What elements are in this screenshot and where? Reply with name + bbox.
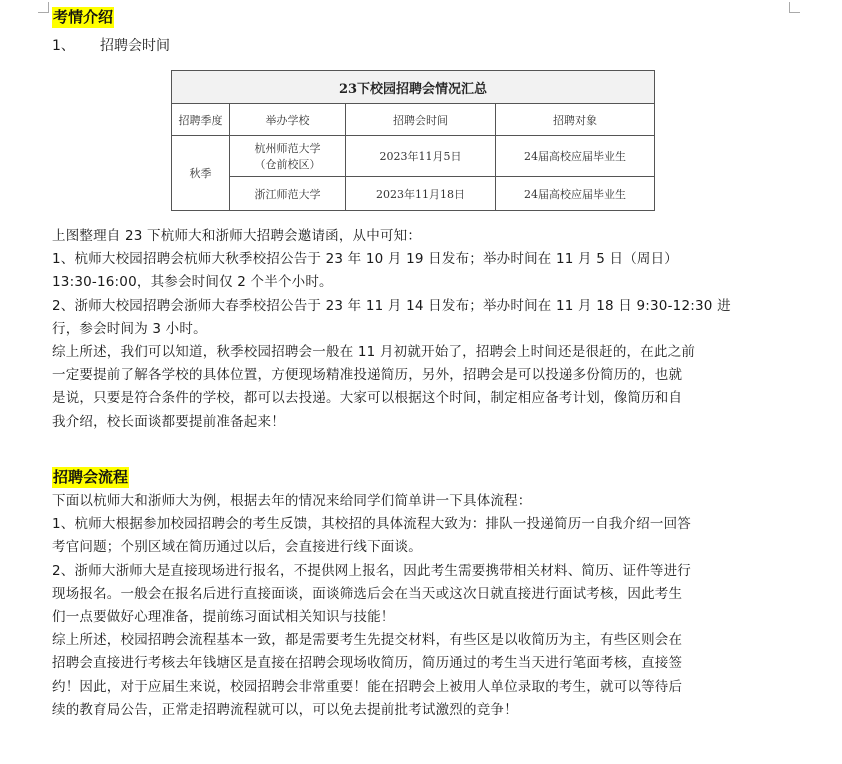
item-title-job-fair-time bbox=[52, 36, 170, 56]
table-header-season: 招聘季度 bbox=[172, 104, 230, 136]
school-campus: （仓前校区） bbox=[254, 158, 321, 171]
item-title-text: 招聘会时间 bbox=[100, 38, 170, 54]
item-number: 1、 bbox=[52, 38, 75, 54]
section2-body bbox=[52, 490, 792, 722]
table-header-target: 招聘对象 bbox=[496, 104, 655, 136]
paragraph-line: 行，参会时间为 3 小时。 bbox=[52, 320, 207, 337]
paragraph-line: 综上所述，校园招聘会流程基本一致，都是需要考生先提交材料，有些区是以收简历为主，有些区则会在 bbox=[52, 632, 683, 649]
table-cell-time: 2023年11月18日 bbox=[346, 177, 496, 211]
table-cell-season: 秋季 bbox=[172, 136, 230, 211]
paragraph-line: 1、杭师大根据参加校园招聘会的考生反馈，其校招的具体流程大致为：排队一投递简历一自我介绍一回答 bbox=[52, 516, 691, 533]
paragraph-line: 招聘会直接进行考核去年钱塘区是直接在招聘会现场收简历，简历通过的考生当天进行笔面考核，直接签 bbox=[52, 655, 683, 672]
paragraph-line: 上图整理自 23 下杭师大和浙师大招聘会邀请函，从中可知： bbox=[52, 228, 422, 244]
table-cell-time: 2023年11月5日 bbox=[346, 136, 496, 177]
paragraph-line: 下面以杭师大和浙师大为例，根据去年的情况来给同学们简单讲一下具体流程： bbox=[52, 493, 532, 509]
paragraph-line: 1、杭师大校园招聘会杭师大秋季校招公告于 23 年 10 月 19 日发布；举办时间在 11 月 5 日（周日） bbox=[52, 251, 679, 268]
paragraph-line: 2、浙师大浙师大是直接现场进行报名，不提供网上报名，因此考生需要携带相关材料、简历、证件等进行 bbox=[52, 562, 691, 579]
paragraph-line: 们一点要做好心理准备，提前练习面试相关知识与技能！ bbox=[52, 609, 395, 626]
section-heading-job-fair-process: 招聘会流程 bbox=[53, 468, 129, 486]
table-cell-school: 浙江师范大学 bbox=[230, 177, 346, 211]
paragraph-line: 我介绍，校长面谈都要提前准备起来！ bbox=[52, 413, 285, 430]
table-header-time: 招聘会时间 bbox=[346, 104, 496, 136]
paragraph-line: 一定要提前了解各学校的具体位置，方便现场精准投递简历，另外，招聘会是可以投递多份简历的，也就 bbox=[52, 367, 683, 384]
paragraph-line: 是说，只要是符合条件的学校，都可以去投递。大家可以根据这个时间，制定相应备考计划，像简历和自 bbox=[52, 390, 683, 407]
job-fair-summary-table-wrap bbox=[171, 70, 654, 211]
table-cell-school bbox=[230, 136, 346, 177]
paragraph-line: 续的教育局公告，正常走招聘流程就可以，可以免去提前批考试激烈的竞争！ bbox=[52, 701, 518, 718]
paragraph-line: 2、浙师大校园招聘会浙师大春季校招公告于 23 年 11 月 14 日发布；举办时间在 11 月 18 日 9:30-12:30 进 bbox=[52, 297, 731, 314]
table-caption: 23下校园招聘会情况汇总 bbox=[172, 71, 655, 104]
paragraph-line: 考官问题；个别区域在简历通过以后，会直接进行线下面谈。 bbox=[52, 539, 422, 556]
paragraph-line: 现场报名。一般会在报名后进行直接面谈，面谈筛选后会在当天或这次日就直接进行面试考核，因此考生 bbox=[52, 585, 683, 602]
paragraph-line: 13:30-16:00，其参会时间仅 2 个半个小时。 bbox=[52, 274, 333, 291]
section1-body bbox=[52, 225, 792, 434]
section-heading-exam-intro: 考情介绍 bbox=[53, 8, 114, 26]
table-header-school: 举办学校 bbox=[230, 104, 346, 136]
job-fair-summary-table bbox=[171, 70, 655, 211]
table-cell-target: 24届高校应届毕业生 bbox=[496, 177, 655, 211]
page-corner-mark-right bbox=[789, 2, 800, 13]
table-cell-target: 24届高校应届毕业生 bbox=[496, 136, 655, 177]
paragraph-line: 约！因此，对于应届生来说，校园招聘会非常重要！能在招聘会上被用人单位录取的考生，就可以等待后 bbox=[52, 678, 683, 695]
school-name: 杭州师范大学 bbox=[254, 142, 321, 155]
paragraph-line: 综上所述，我们可以知道，秋季校园招聘会一般在 11 月初就开始了，招聘会上时间还是很赶的，在此之前 bbox=[52, 344, 696, 361]
page-corner-mark-left bbox=[38, 2, 49, 13]
